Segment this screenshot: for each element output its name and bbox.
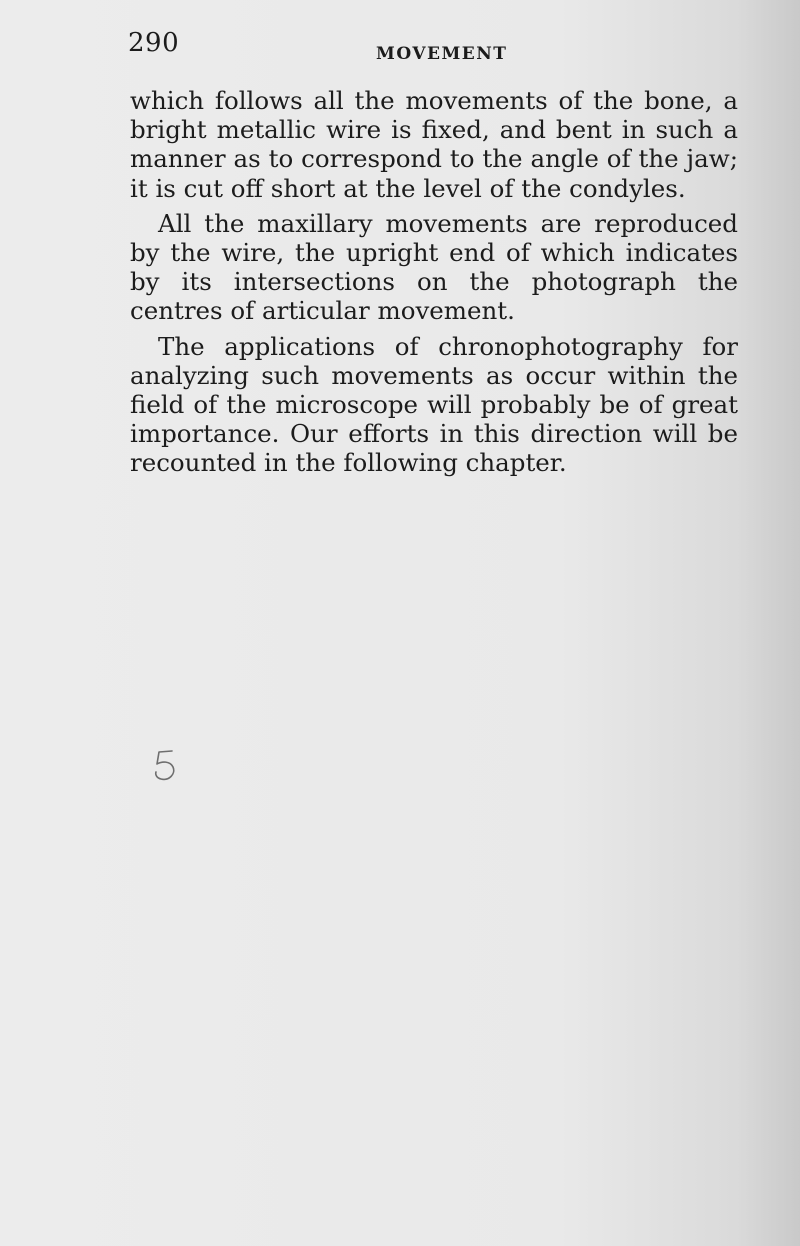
running-head: MOVEMENT bbox=[376, 44, 508, 64]
paragraph-maxillary-movements: All the maxillary movements are reproduced by the wire, the upright end of which indicates by its intersections on the photograph the centres of articular movement. bbox=[130, 208, 738, 326]
handwritten-five-mark bbox=[150, 748, 182, 784]
page-number: 290 bbox=[128, 28, 180, 58]
page-header bbox=[128, 28, 740, 68]
paragraph-continuation: which follows all the movements of the bone, a bright metallic wire is fixed, and bent in such a manner as to correspond to the angle of the jaw; it is cut off short at the level of the condyles. bbox=[130, 86, 738, 203]
paragraph-chronophotography: The applications of chronophotography for analyzing such movements as occur within the field of the microscope will probably be of great importance. Our efforts in this direction will be recounted in the following chapter. bbox=[130, 331, 738, 478]
body-text bbox=[130, 86, 738, 484]
